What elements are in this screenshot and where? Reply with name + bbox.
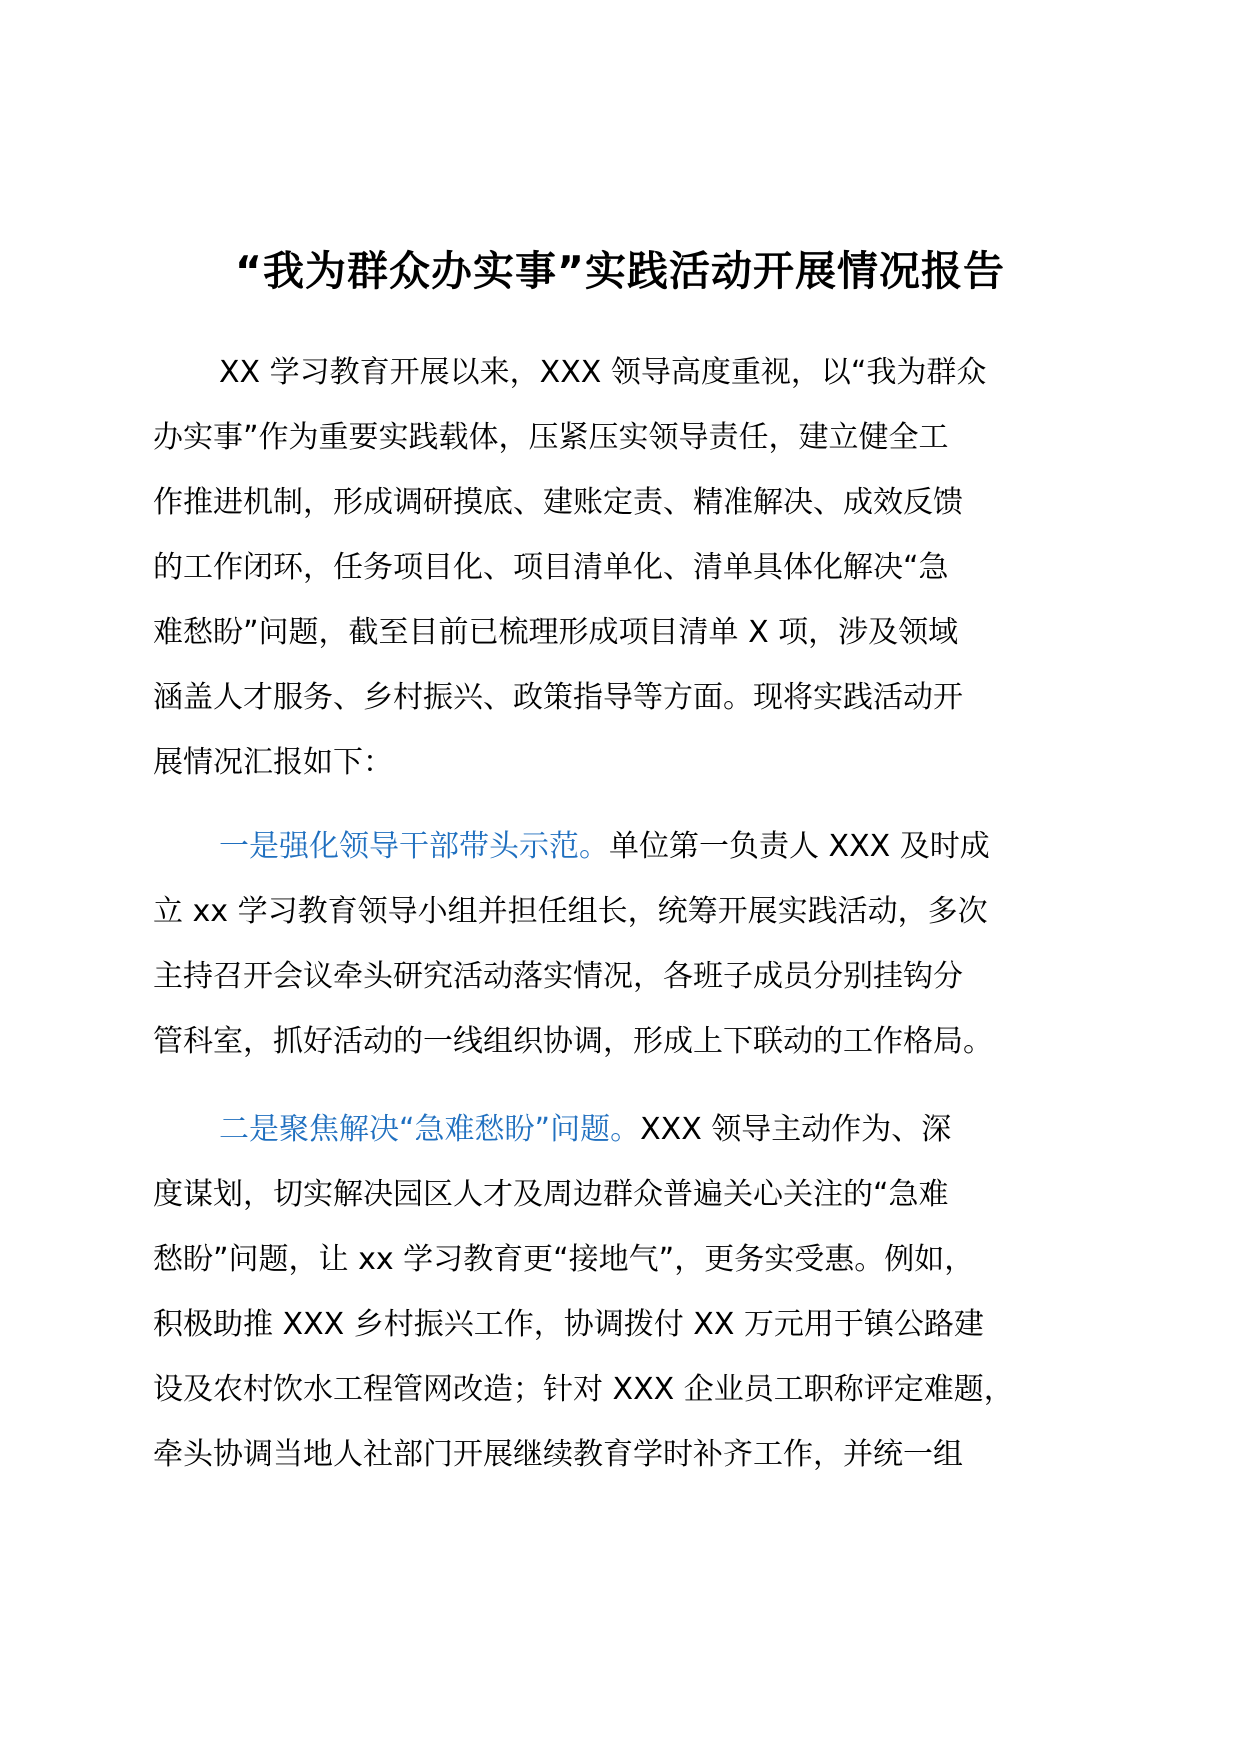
section-1-line: 主持召开会议牵头研究活动落实情况，各班子成员分别挂钩分 (153, 959, 963, 994)
intro-paragraph (153, 340, 1088, 795)
section-1-heading: 一是强化领导干部带头示范。 (219, 829, 609, 864)
section-2-heading: 二是聚焦解决“急难愁盼”问题。 (219, 1112, 641, 1147)
section-2-line: 设及农村饮水工程管网改造；针对 XXX 企业员工职称评定难题， (153, 1372, 1014, 1407)
intro-line: 的工作闭环，任务项目化、项目清单化、清单具体化解决“急 (153, 550, 949, 585)
section-1-line: 管科室，抓好活动的一线组织协调，形成上下联动的工作格局。 (153, 1024, 993, 1059)
section-2-first-line (153, 1097, 1088, 1162)
section-2-line: 度谋划，切实解决园区人才及周边群众普遍关心关注的“急难 (153, 1177, 949, 1212)
section-1-line: 立 xx 学习教育领导小组并担任组长，统筹开展实践活动，多次 (153, 894, 988, 929)
section-2-first-line-text: XXX 领导主动作为、深 (640, 1112, 952, 1147)
section-2-paragraph (153, 1097, 1088, 1487)
intro-line: 作推进机制，形成调研摸底、建账定责、精准解决、成效反馈 (153, 485, 963, 520)
section-2-line: 积极助推 XXX 乡村振兴工作，协调拨付 XX 万元用于镇公路建 (153, 1307, 984, 1342)
section-2-line: 愁盼”问题，让 xx 学习教育更“接地气”，更务实受惠。例如， (153, 1242, 975, 1277)
page-title: “我为群众办实事”实践活动开展情况报告 (235, 247, 1005, 295)
section-2-line: 牵头协调当地人社部门开展继续教育学时补齐工作，并统一组 (153, 1437, 963, 1472)
intro-line: 难愁盼”问题，截至目前已梳理形成项目清单 X 项，涉及领域 (153, 615, 959, 650)
intro-line: 展情况汇报如下： (153, 745, 393, 780)
intro-line: 办实事”作为重要实践载体，压紧压实领导责任，建立健全工 (153, 420, 949, 455)
intro-line: XX 学习教育开展以来，XXX 领导高度重视，以“我为群众 (219, 355, 987, 390)
intro-line: 涵盖人才服务、乡村振兴、政策指导等方面。现将实践活动开 (153, 680, 963, 715)
section-1-first-line (153, 814, 1088, 879)
section-1-paragraph (153, 814, 1088, 1074)
section-1-first-line-text: 单位第一负责人 XXX 及时成 (609, 829, 990, 864)
